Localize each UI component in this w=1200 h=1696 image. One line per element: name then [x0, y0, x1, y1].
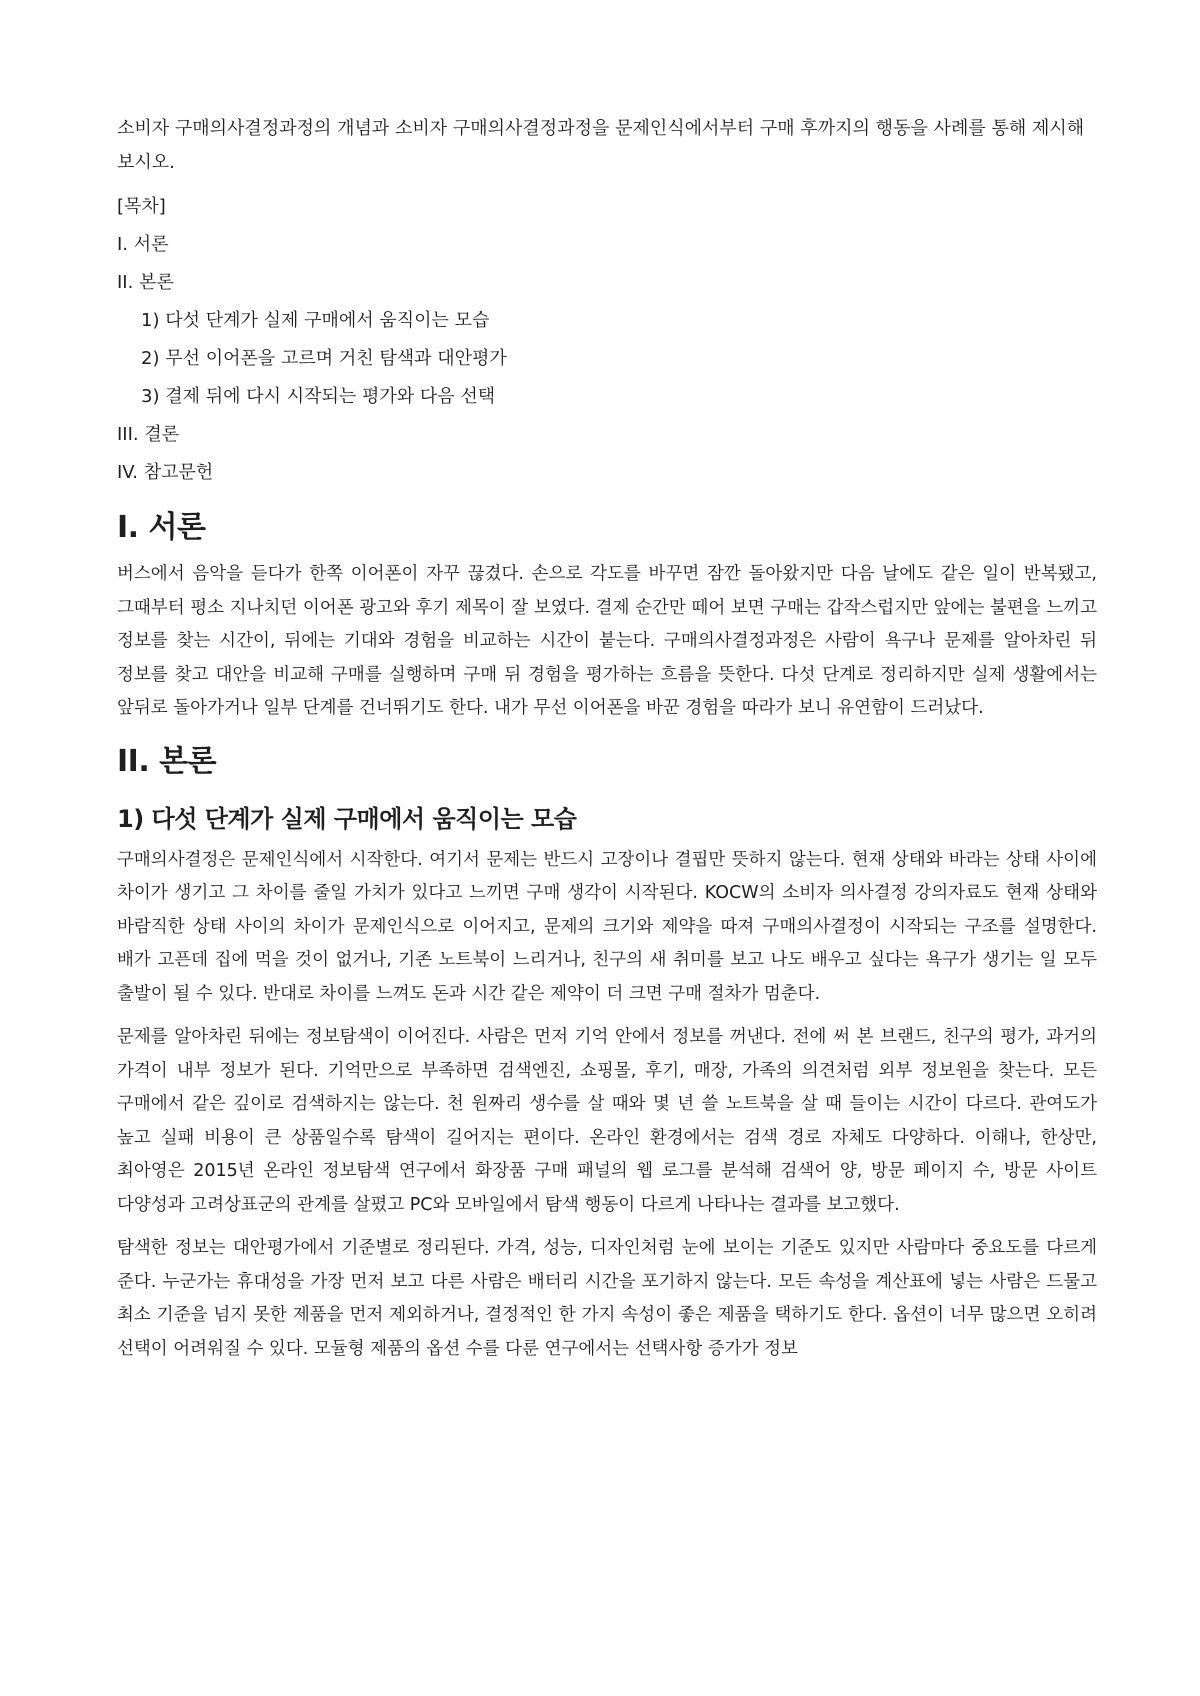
intro-heading: I. 서론 [117, 510, 206, 545]
section1-paragraph: 탐색한 정보는 대안평가에서 기준별로 정리된다. 가격, 성능, 디자인처럼 눈에 보이는 기준도 있지만 사람마다 중요도를 다르게 준다. 누군가는 휴대성을 가장 먼저 보고 다른 사람은 배터리 시간을 포기하지 않는다. 모든 속성을 계산표에 넣는 사람은 드물고 최소 기준을 넘지 못한 제품을 먼저 제외하거나, 결정적인 한 가지 속성이 좋은 제품을 택하기도 한다. 옵션이 너무 많으면 오히려 선택이 어려워질 수 있다. 모듈형 제품의 옵션 수를 다룬 연구에서는 선택사항 증가가 정보 [117, 1238, 1097, 1359]
table-of-contents [117, 188, 1097, 492]
section1-paragraph: 구매의사결정은 문제인식에서 시작한다. 여기서 문제는 반드시 고장이나 결핍만 뜻하지 않는다. 현재 상태와 바라는 상태 사이에 차이가 생기고 그 차이를 줄일 가치가 있다고 느끼면 구매 생각이 시작된다. KOCW의 소비자 의사결정 강의자료도 현재 상태와 바람직한 상태 사이의 차이가 문제인식으로 이어지고, 문제의 크기와 제약을 따져 구매의사결정이 시작되는 구조를 설명한다. 배가 고픈데 집에 먹을 것이 없거나, 기존 노트북이 느리거나, 친구의 새 취미를 보고 나도 배우고 싶다는 욕구가 생기는 일 모두 출발이 될 수 있다. 반대로 차이를 느껴도 돈과 시간 같은 제약이 더 크면 구매 절차가 멈춘다. [117, 849, 1097, 1004]
document-page [117, 112, 1097, 1376]
intro-paragraph: 버스에서 음악을 듣다가 한쪽 이어폰이 자꾸 끊겼다. 손으로 각도를 바꾸면 잠깐 돌아왔지만 다음 날에도 같은 일이 반복됐고, 그때부터 평소 지나치던 이어폰 광고와 후기 제목이 잘 보였다. 결제 순간만 떼어 보면 구매는 갑작스럽지만 앞에는 불편을 느끼고 정보를 찾는 시간이, 뒤에는 기대와 경험을 비교하는 시간이 붙는다. 구매의사결정과정은 사람이 욕구나 문제를 알아차린 뒤 정보를 찾고 대안을 비교해 구매를 실행하며 구매 뒤 경험을 평가하는 흐름을 뜻한다. 다섯 단계로 정리하지만 실제 생활에서는 앞뒤로 돌아가거나 일부 단계를 건너뛰기도 한다. 내가 무선 이어폰을 바꾼 경험을 따라가 보니 유연함이 드러났다. [117, 564, 1097, 718]
toc-item: I. 서론 [117, 234, 169, 255]
toc-subitem: 2) 무선 이어폰을 고르며 거친 탐색과 대안평가 [141, 348, 507, 369]
toc-item: IV. 참고문헌 [117, 462, 214, 483]
toc-item: III. 결론 [117, 424, 180, 445]
section1-heading: 1) 다섯 단계가 실제 구매에서 움직이는 모습 [117, 804, 577, 833]
section1-paragraph: 문제를 알아차린 뒤에는 정보탐색이 이어진다. 사람은 먼저 기억 안에서 정보를 꺼낸다. 전에 써 본 브랜드, 친구의 평가, 과거의 가격이 내부 정보가 된다. 기억만으로 부족하면 검색엔진, 쇼핑몰, 후기, 매장, 가족의 의견처럼 외부 정보원을 찾는다. 모든 구매에서 같은 깊이로 검색하지는 않는다. 천 원짜리 생수를 살 때와 몇 년 쓸 노트북을 살 때 들이는 시간이 다르다. 관여도가 높고 실패 비용이 큰 상품일수록 탐색이 길어지는 편이다. 온라인 환경에서는 검색 경로 자체도 다양하다. 이해나, 한상만, 최아영은 2015년 온라인 정보탐색 연구에서 화장품 구매 패널의 웹 로그를 분석해 검색어 양, 방문 페이지 수, 방문 사이트 다양성과 고려상표군의 관계를 살폈고 PC와 모바일에서 탐색 행동이 다르게 나타나는 결과를 보고했다. [117, 1027, 1097, 1215]
toc-item: II. 본론 [117, 272, 174, 293]
body-heading: II. 본론 [117, 743, 217, 779]
assignment-prompt: 소비자 구매의사결정과정의 개념과 소비자 구매의사결정과정을 문제인식에서부터 구매 후까지의 행동을 사례를 통해 제시해 보시오. [117, 118, 1085, 173]
toc-subitem: 1) 다섯 단계가 실제 구매에서 움직이는 모습 [141, 310, 490, 331]
toc-subitem: 3) 결제 뒤에 다시 시작되는 평가와 다음 선택 [141, 386, 496, 407]
toc-heading: [목차] [117, 196, 166, 217]
